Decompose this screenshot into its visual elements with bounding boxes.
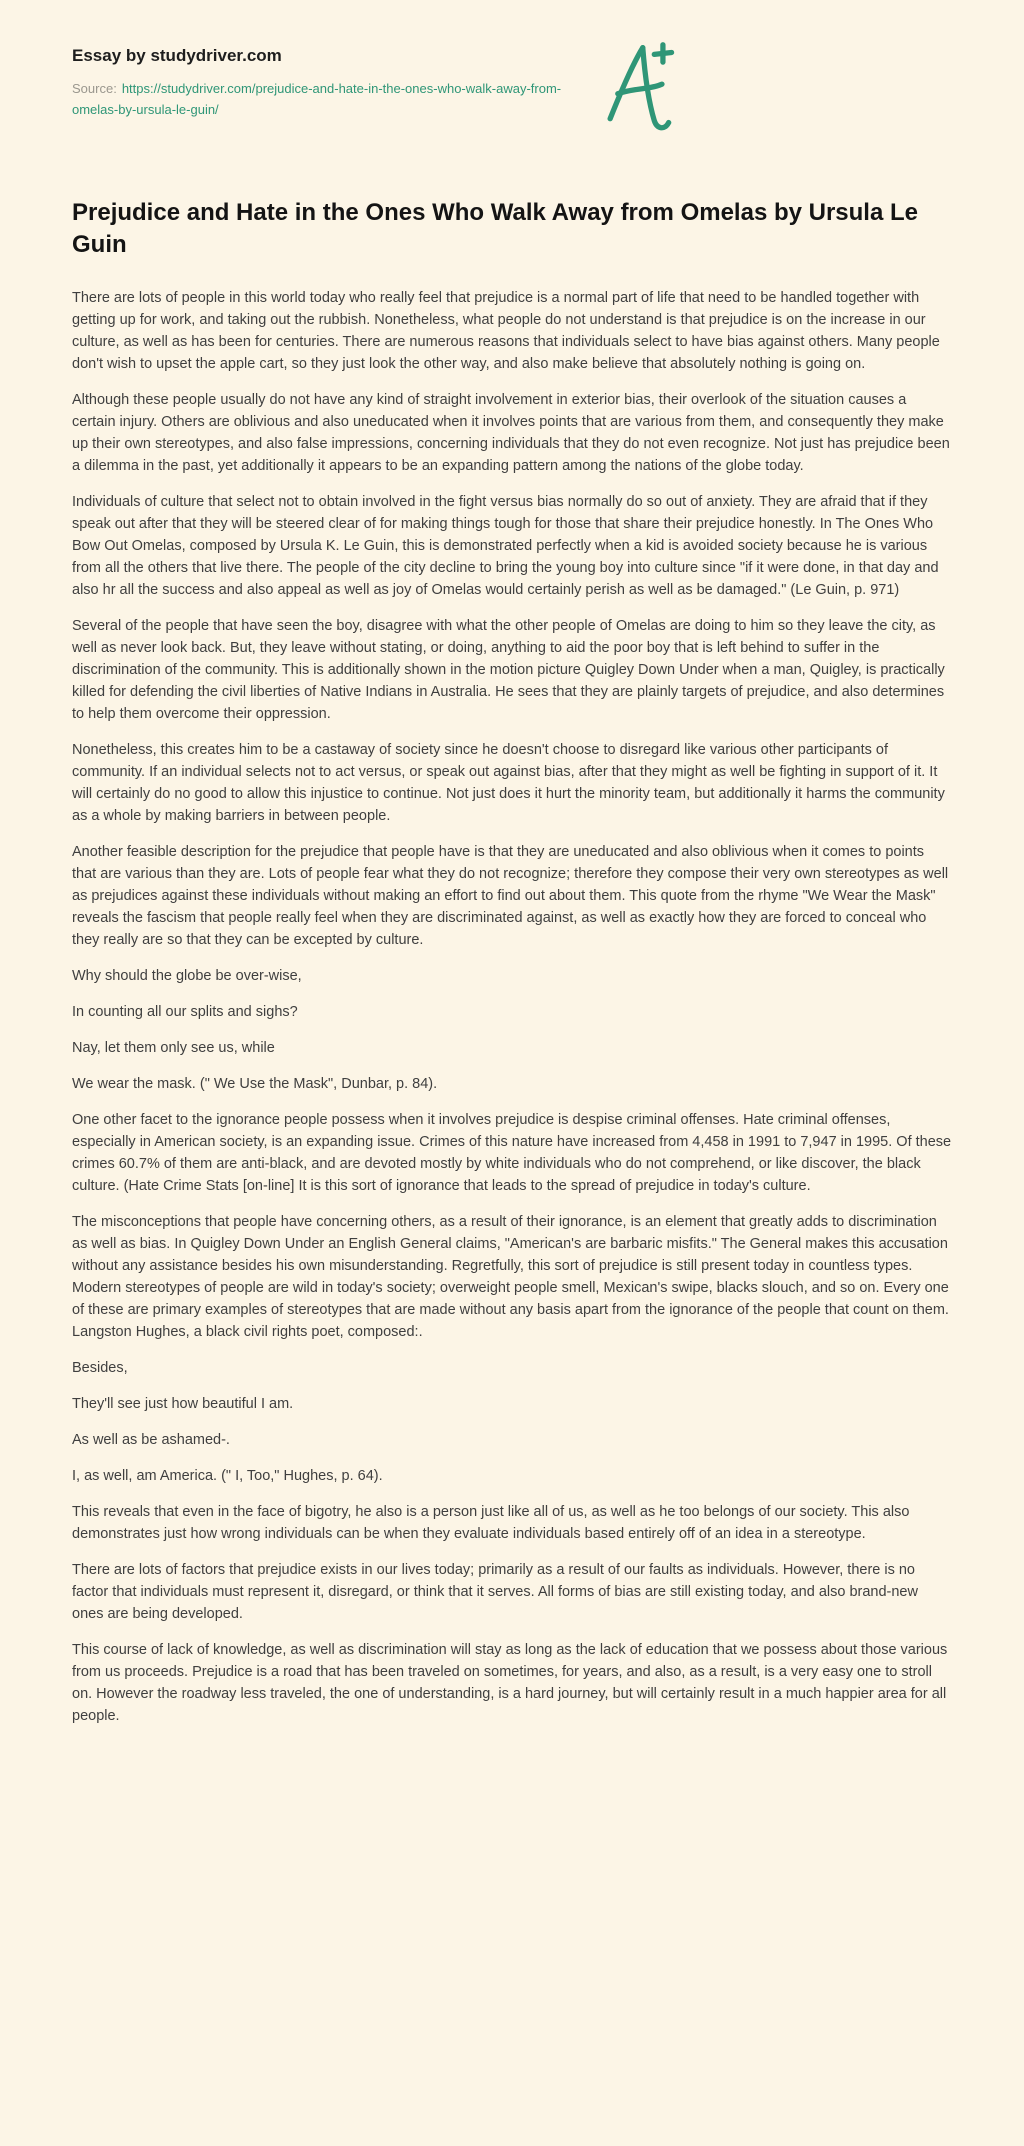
source-link[interactable]: https://studydriver.com/prejudice-and-hate-in-the-ones-who-walk-away-from-omelas-by-ursula-le-guin/ (72, 81, 562, 117)
paragraph: The misconceptions that people have concerning others, as a result of their ignorance, is an element that greatly adds to discrimination as well as bias. In Quigley Down Under an English General claims, "American's are barbaric misfits." The General makes this accusation without any assistance besides his own misunderstanding. Regretfully, this sort of prejudice is still present today in countless types. Modern stereotypes of people are wild in today's society; overweight people smell, Mexican's swipe, blacks slouch, and so on. Every one of these are primary examples of stereotypes that are made without any basis apart from the ignorance of the people that count on them. Langston Hughes, a black civil rights poet, composed:. (72, 1214, 949, 1341)
paragraph: Another feasible description for the prejudice that people have is that they are uneducated and also oblivious when it comes to points that are various than they are. Lots of people fear what they do not recognize; therefore they compose their very own stereotypes as well as prejudices against these individuals without making an effort to find out about them. This quote from the rhyme "We Wear the Mask" reveals the fascism that people really feel when they are discriminated against, as well as exactly how they are forced to conceal who they really are so that they can be excepted by culture. (72, 844, 949, 949)
article-body (72, 287, 952, 1727)
paragraph: Although these people usually do not have any kind of straight involvement in exterior bias, their overlook of the situation causes a certain injury. Others are oblivious and also uneducated when it involves points that are various from them, and consequently they make up their own stereotypes, and also false impressions, concerning individuals that they do not even recognize. Not just has prejudice been a dilemma in the past, yet additionally it appears to be an expanding pattern among the nations of the globe today. (72, 392, 950, 475)
a-plus-logo[interactable] (598, 40, 676, 136)
paragraph: Nay, let them only see us, while (72, 1040, 275, 1057)
paragraph: They'll see just how beautiful I am. (72, 1396, 294, 1413)
paragraph: This course of lack of knowledge, as well as discrimination will stay as long as the lack of education that we possess about those various from us proceeds. Prejudice is a road that has been traveled on sometimes, for years, and also, as a result, is a very easy one to stroll on. However the roadway less traveled, the one of understanding, is a hard journey, but will certainly result in a much happier area for all people. (72, 1642, 948, 1725)
paragraph: There are lots of people in this world today who really feel that prejudice is a normal part of life that need to be handled together with getting up for work, and taking out the rubbish. Nonetheless, what people do not understand is that prejudice is on the increase in our culture, as well as has been for centuries. There are numerous reasons that individuals select to have bias against others. Many people don't wish to upset the apple cart, so they just look the other way, and also make believe that absolutely nothing is going on. (72, 290, 940, 373)
paragraph: Several of the people that have seen the boy, disagree with what the other people of Omelas are doing to him so they leave the city, as well as never look back. But, they leave without stating, or doing, anything to aid the poor boy that is left behind to suffer in the discrimination of the community. This is additionally shown in the motion picture Quigley Down Under when a man, Quigley, is practically killed for defending the civil liberties of Native Indians in Australia. He sees that they are plainly targets of prejudice, and also determines to help them overcome their oppression. (72, 618, 945, 723)
essay-byline: Essay by studydriver.com (72, 46, 282, 65)
paragraph: As well as be ashamed-. (72, 1432, 230, 1449)
paragraph: Why should the globe be over-wise, (72, 968, 302, 985)
source-line (72, 79, 572, 121)
paragraph: There are lots of factors that prejudice exists in our lives today; primarily as a result of our faults as individuals. However, there is no factor that individuals must represent it, disregard, or think that it serves. All forms of bias are still existing today, and also brand-new ones are being developed. (72, 1562, 918, 1623)
paragraph: One other facet to the ignorance people possess when it involves prejudice is despise criminal offenses. Hate criminal offenses, especially in American society, is an expanding issue. Crimes of this nature have increased from 4,458 in 1991 to 7,947 in 1995. Of these crimes 60.7% of them are anti-black, and are devoted mostly by white individuals who do not comprehend, or like discover, the black culture. (Hate Crime Stats [on-line] It is this sort of ignorance that leads to the spread of prejudice in today's culture. (72, 1112, 952, 1195)
paragraph: This reveals that even in the face of bigotry, he also is a person just like all of us, as well as he too belongs of our society. This also demonstrates just how wrong individuals can be when they evaluate individuals based entirely off of an idea in a stereotype. (72, 1504, 910, 1543)
paragraph: Besides, (72, 1360, 128, 1377)
logo-a-left-stroke (610, 48, 643, 119)
article-title: Prejudice and Hate in the Ones Who Walk Away from Omelas by Ursula Le Guin (72, 198, 918, 258)
paragraph: I, as well, am America. (" I, Too," Hughes, p. 64). (72, 1468, 383, 1485)
paragraph: Individuals of culture that select not to obtain involved in the fight versus bias normally do so out of anxiety. They are afraid that if they speak out after that they will be steered clear of for making things tough for those that share their prejudice honestly. In The Ones Who Bow Out Omelas, composed by Ursula K. Le Guin, this is demonstrated perfectly when a kid is avoided society because he is various from all the others that live there. The people of the city decline to bring the young boy into culture since "if it were done, in that day and also hr all the success and also appeal as well as joy of Omelas would certainly perish as well as be damaged." (Le Guin, p. 971) (72, 494, 939, 599)
source-label: Source: (72, 81, 117, 96)
paragraph: Nonetheless, this creates him to be a castaway of society since he doesn't choose to disregard like various other participants of community. If an individual selects not to act versus, or speak out against bias, after that they might as well be fighting in support of it. It will certainly do no good to allow this injustice to continue. Not just does it hurt the minority team, but additionally it harms the community as a whole by making barriers in between people. (72, 742, 945, 825)
paragraph: We wear the mask. (" We Use the Mask", Dunbar, p. 84). (72, 1076, 438, 1093)
paragraph: In counting all our splits and sighs? (72, 1004, 298, 1021)
